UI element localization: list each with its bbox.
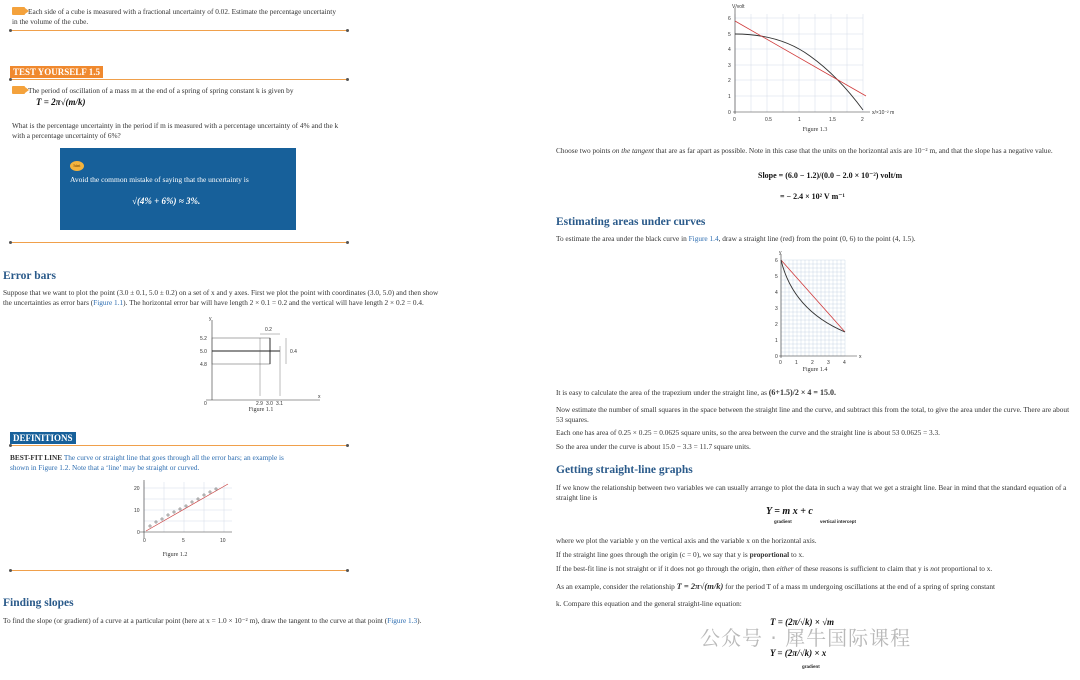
tick-y-5-2: 5.2 (200, 336, 207, 342)
figure-1-3-caption: Figure 1.3 (802, 127, 828, 133)
width-label: 0.2 (265, 327, 272, 333)
compare-formula-y: Y = (2π/√k) × x (770, 648, 827, 658)
hint-formula: √(4% + 6%) ≈ 3%. (132, 196, 201, 206)
tick-y-1: 1 (728, 94, 731, 100)
figure-1-2-caption: Figure 1.2 (162, 552, 188, 558)
tick-x-4: 4 (843, 360, 846, 366)
x-axis-label: x/×10⁻² m (872, 110, 895, 116)
best-fit-text: If the best-fit line is not straight or if it does not go through the origin, then either of these reasons is sufficient to claim that y is not proportional to x. (556, 564, 993, 573)
tick-x-1: 1 (795, 360, 798, 366)
tick-x-3: 3 (827, 360, 830, 366)
error-bars-text: Suppose that we want to plot the point (3.0 ± 0.1, 5.0 ± 0.2) on a set of x and y axes. First we plot the point with coordinates (3.0, 5.0) and then show the uncertainties as error bars (Figure 1.1). The horizontal error bar will have length 2 × 0.1 = 0.2 and the vertical will have length 2 × 0.2 = 0.4. (3, 288, 439, 307)
tick-y-1: 1 (775, 338, 778, 344)
divider (10, 570, 348, 571)
error-bars-heading: Error bars (3, 270, 56, 282)
tick-x-1: 1 (798, 117, 801, 123)
test-yourself-tag: TEST YOURSELF 1.5 (10, 66, 103, 78)
tick-x-0: 0 (143, 538, 146, 544)
divider (10, 30, 348, 31)
tick-origin: 0 (204, 401, 207, 407)
question-spring: The period of oscillation of a mass m at the end of a spring of spring constant k is given by (12, 85, 352, 96)
area-result-text: So the area under the curve is about 15.0 − 3.3 = 11.7 square units. (556, 442, 751, 451)
hint-box (60, 148, 296, 230)
estimating-areas-heading: Estimating areas under curves (556, 216, 706, 228)
trapezium-formula: (6+1.5)/2 × 4 = 15.0. (768, 388, 836, 397)
tick-x-3-0: 3.0 (266, 401, 273, 407)
example-text: As an example, consider the relationship T = 2π√(m/k) for the period T of a mass m undergoing oscillations at the end of a spring of spring constant (556, 581, 996, 591)
slope-formula: Slope = (6.0 − 1.2)/(0.0 − 2.0 × 10⁻²) volt/m (758, 171, 903, 180)
compare-gradient-label: gradient (802, 664, 820, 669)
straight-line-intro: If we know the relationship between two variables we can usually arrange to plot the data in such a way that we get a straight line. Bear in mind that the standard equation of a straight line is (556, 483, 1067, 502)
right-page (540, 0, 1080, 680)
question-icon (12, 7, 25, 15)
squares-text: Now estimate the number of small squares in the space between the straight line and the curve, and subtract this from the total, to give the area under the curve. There are about 53 squares. (556, 405, 1070, 424)
tick-y-0: 0 (137, 530, 140, 536)
tick-x-2: 2 (811, 360, 814, 366)
tick-y-2: 2 (728, 78, 731, 84)
intercept-label: vertical intercept (820, 519, 857, 524)
figure-1-3 (720, 4, 900, 128)
figure-1-1-caption: Figure 1.1 (248, 407, 274, 413)
tick-y-0: 0 (728, 110, 731, 116)
tick-y-5-0: 5.0 (200, 349, 207, 355)
tick-x-3-1: 3.1 (276, 401, 283, 407)
question-spring-b: What is the percentage uncertainty in the period if m is measured with a percentage uncertainty of 4% and the k with a percentage uncertainty of 6%? (12, 121, 339, 140)
divider (10, 79, 348, 80)
divider (10, 242, 348, 243)
tick-y-4: 4 (728, 47, 731, 53)
definitions-tag: DEFINITIONS (10, 432, 76, 444)
square-area-text: Each one has area of 0.25 × 0.25 = 0.0625 square units, so the area between the curve and the straight line is about 53 0.0625 = 3.3. (556, 428, 940, 437)
example-formula: T = 2π√(m/k) (676, 581, 724, 591)
tick-y-3: 3 (728, 63, 731, 69)
figure-1-1 (196, 316, 326, 406)
question-icon (12, 86, 25, 94)
proportional-text: If the straight line goes through the origin (c = 0), we say that y is proportional to x. (556, 550, 804, 559)
tangent-line (735, 21, 866, 96)
y-axis-label: y (779, 250, 782, 256)
figure-1-1-link[interactable]: Figure 1.1 (93, 297, 124, 307)
tick-y-2: 2 (775, 322, 778, 328)
fine-grid (781, 260, 845, 356)
compare-text: k. Compare this equation and the general straight-line equation: (556, 599, 742, 608)
gradient-label: gradient (774, 519, 792, 524)
best-fit-line (146, 484, 228, 531)
tick-x-2: 2 (861, 117, 864, 123)
axes-text: where we plot the variable y on the vertical axis and the variable x on the horizontal axis. (556, 536, 817, 545)
tick-y-4-8: 4.8 (200, 362, 207, 368)
y-axis-label: y (209, 316, 212, 322)
figure-1-2 (122, 478, 232, 548)
estimating-areas-text: To estimate the area under the black curve in Figure 1.4, draw a straight line (red) from the point (0, 6) to the point (4, 1.5). (556, 234, 916, 243)
height-label: 0.4 (290, 349, 297, 355)
tick-x-10: 10 (220, 538, 226, 544)
tick-y-20: 20 (134, 486, 140, 492)
finding-slopes-heading: Finding slopes (3, 597, 74, 609)
tick-x-0-5: 0.5 (765, 117, 772, 123)
hint-bubble-icon: hint (70, 161, 84, 171)
x-axis-label: x (318, 394, 321, 400)
tick-x-2-9: 2.9 (256, 401, 263, 407)
tick-y-4: 4 (775, 290, 778, 296)
hint-text: Avoid the common mistake of saying that the uncertainty is (70, 175, 249, 184)
tick-x-5: 5 (182, 538, 185, 544)
slope-result: = − 2.4 × 10² V m⁻¹ (780, 192, 845, 201)
tick-y-10: 10 (134, 508, 140, 514)
line-equation: Y = m x + c (766, 506, 813, 517)
y-axis-label: V/volt (732, 4, 745, 10)
tick-y-6: 6 (728, 16, 731, 22)
tangent-text: Choose two points on the tangent that are as far apart as possible. Note in this case that the units on the horizontal axis are 10⁻² m, and that the slope has a negative value. (556, 146, 1053, 155)
watermark: 公众号 · 犀牛国际课程 (700, 626, 912, 650)
tick-y-5: 5 (775, 274, 778, 280)
best-fit-definition: BEST-FIT LINE The curve or straight line that goes through all the error bars; an example is shown in Figure 1.2. Note that a ‘line’ may be straight or curved. (10, 453, 284, 472)
tick-y-3: 3 (775, 306, 778, 312)
tick-x-0: 0 (779, 360, 782, 366)
figure-1-3-link[interactable]: Figure 1.3 (387, 616, 418, 625)
grid (735, 14, 863, 112)
figure-1-4-caption: Figure 1.4 (802, 367, 828, 373)
finding-slopes-text: To find the slope (or gradient) of a curve at a particular point (here at x = 1.0 × 10⁻² m), draw the tangent to the curve at that point (Figure 1.3). (3, 616, 422, 625)
figure-1-4 (765, 252, 875, 364)
tick-y-0: 0 (775, 354, 778, 360)
trapezium-text: It is easy to calculate the area of the trapezium under the straight line, as (6+1.5)/2 × 4 = 15.0. (556, 388, 836, 397)
compare-formula-t: T = (2π/√k) × √m (770, 617, 835, 627)
period-formula: T = 2π√(m/k) (36, 97, 86, 107)
tick-x-0: 0 (733, 117, 736, 123)
x-axis-label: x (859, 354, 862, 360)
straight-line-graphs-heading: Getting straight-line graphs (556, 464, 693, 476)
question-cube: Each side of a cube is measured with a fractional uncertainty of 0.02. Estimate the percentage uncertainty in the volume of the cube. (12, 7, 336, 26)
tick-y-5: 5 (728, 32, 731, 38)
figure-1-4-link[interactable]: Figure 1.4 (688, 234, 719, 243)
tick-x-1-5: 1.5 (829, 117, 836, 123)
divider (10, 445, 348, 446)
data-points (148, 487, 218, 528)
tick-y-6: 6 (775, 258, 778, 264)
